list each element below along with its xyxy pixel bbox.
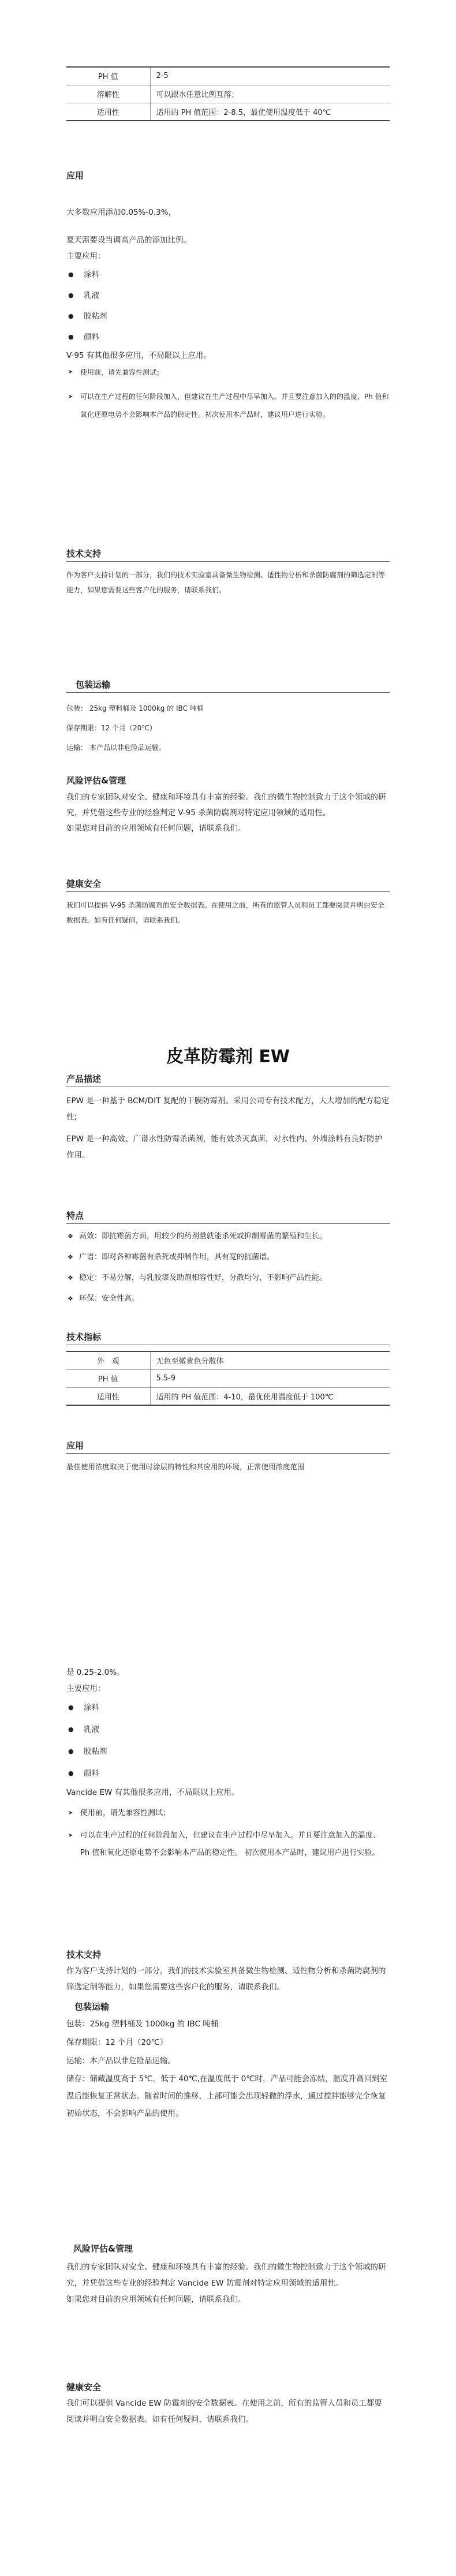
table-row: PH 值 2-5 [66, 67, 390, 85]
application-body-1: 大多数应用添加0.05%-0.3%， 夏天需要设当调高产品的添加比例。 主要应用： ● 涂料 ● 乳液 ● 胶粘剂 ● 颜料 V-95 有其他很多应用，不局限以上应用。 ➤ 使用前，请先兼容性测试； ➤ 可以在生产过程的任何阶段加入，但建议在生产过程中尽早加入。并且要注意加入的的温度、Ph 值和氧化还原电势不会影响本产品的稳定性。初次使用本产品时，建议用户进行实验。 [66, 204, 390, 424]
risk-section-2: 风险评估&管理 我们的专家团队对安全、健康和环境具有丰富的经验。我们的微生物控制致力于这个领域的研究，并凭借这些专业的经验判定 Vancide EW 防霉剂对特定应用领域的适用性。 如果您对目前的应用领域有任何问题，请联系我们。 [66, 2242, 390, 2308]
section-heading: 应用 [66, 170, 84, 181]
section-heading: 风险评估&管理 [73, 2243, 133, 2254]
health-section-2: 健康安全 我们可以提供 Vancide EW 防霉剂的安全数据表。在使用之前，所有的监管人员和员工都要阅读并明白安全数据表。如有任何疑问，请联系我们。 [66, 2381, 390, 2428]
section-heading: 包装运输 [66, 678, 390, 693]
section-heading: 应用 [66, 1439, 390, 1454]
page-title: 皮革防霉剂 EW [166, 1047, 290, 1067]
list-item: ● 胶粘剂 [66, 306, 390, 327]
table-row: 外 观 无色至微黄色分散体 [66, 1352, 390, 1369]
spec-table-2 [66, 1351, 390, 1406]
application-continued: 是 0.25-2.0%。 主要应用： ● 涂料 ● 乳液 ● 胶粘剂 ● 颜料 Vancide EW 有其他很多应用，不局限以上应用。 ➤ 使用前，请先兼容性测试； ➤ 可以在生产过程的任何阶段加入，但建议在生产过程中尽早加入。并且要注意加入的温度、Ph 值和氧化还原电势不会影响本产品的稳定性。 初次使用本产品时，建议用户进行实验。 [66, 1664, 390, 1862]
section-heading: 包装运输 [74, 2002, 110, 2012]
list-item: ➤ 可以在生产过程的任何阶段加入，但建议在生产过程中尽早加入。并且要注意加入的温度、Ph 值和氧化还原电势不会影响本产品的稳定性。 初次使用本产品时，建议用户进行实验。 [66, 1827, 390, 1862]
application-section-2: 应用 最佳使用浓度取决于使用时涂层的特性和其应用的环境，正常使用浓度范围 [66, 1439, 390, 1474]
list-item: ● 涂料 [66, 264, 390, 285]
packaging-section-2: 包装运输 包装：25kg 塑料桶及 1000kg 的 IBC 吨桶 保存期限：12 个月（20℃） 运输：本产品以非危险品运输。 储存：储藏温度高于 5℃，低于 40℃,在温度低于 0℃时，产品可能会冻结，温度升高回到室温后能恢复正常状态。随着时间的推移，上部可能会出现轻微的浮水，通过搅拌能够完全恢复初始状态，不会影响产品的使用。 [66, 2000, 390, 2122]
usage-notes [66, 364, 390, 424]
section-heading: 健康安全 [66, 2382, 102, 2392]
spec-table-1 [66, 66, 390, 121]
section-heading: 健康安全 [66, 878, 390, 892]
support-section-2: 技术支持 作为客户支持计划的一部分，我们的技术实验室具备微生物检测、适性物分析和杀菌防腐剂的筛选定制等能力，如果您需要这些客户化的服务，请联系我们。 [66, 1948, 390, 1995]
table-row: 适用性 适用的 PH 值范围：2-8.5，最优使用温度低于 40℃ [66, 103, 390, 121]
list-item: ● 乳液 [66, 285, 390, 306]
health-section-1: 健康安全 我们可以提供 V-95 杀菌防腐剂的安全数据表。在使用之前，所有的监管人员和员工都要阅读并明白安全数据表。如有任何疑问，请联系我们。 [66, 878, 390, 928]
table-row: 适用性 适用的 PH 值范围：4-10，最优使用温度低于 100℃ [66, 1387, 390, 1405]
section-heading: 技术支持 [66, 1950, 102, 1960]
support-section-1: 技术支持 作为客户支持计划的一部分，我们的技术实验室具备微生物检测、适性物分析和杀菌防腐剂的筛选定制等能力，如果您需要这些客户化的服务，请联系我们。 [66, 547, 390, 598]
description-section: 产品描述 EPW 是一种基于 BCM/DIT 复配的干膜防霉剂。采用公司专有技术配方，大大增加的配方稳定性; EPW 是一种高效、广谱水性防霉杀菌剂，能有效杀灭真菌，对水性内、外墙涂料有良好防护作用。 [66, 1074, 390, 1160]
list-item: ❖ 高效：即抗霉菌方面，用较少的药剂量就能杀死或抑制霉菌的繁殖和生长。 [66, 1230, 390, 1244]
table-row: PH 值 5.5-9 [66, 1369, 390, 1387]
section-heading: 风险评估&管理 [66, 775, 126, 786]
packaging-section-1: 包装运输 包装： 25kg 塑料桶及 1000kg 的 IBC 吨桶 保存期限：12 个月（20℃） 运输： 本产品以非危险品运输。 [66, 678, 390, 757]
list-item: ● 胶粘剂 [66, 1741, 390, 1763]
features-section [66, 1209, 390, 1313]
application-section-1 [66, 169, 390, 184]
risk-section-1: 风险评估&管理 我们的专家团队对安全、健康和环境具有丰富的经验。我们的微生物控制致力于这个领域的研究，并凭借这些专业的经验判定 V-95 杀菌防腐剂对特定应用领域的适用性。 如果您对目前的应用领域有任何问题，请联系我们。 [66, 774, 390, 837]
table-row: 溶解性 可以跟水任意比例互溶； [66, 85, 390, 103]
list-item: ➤ 可以在生产过程的任何阶段加入，但建议在生产过程中尽早加入。并且要注意加入的的温度、Ph 值和氧化还原电势不会影响本产品的稳定性。初次使用本产品时，建议用户进行实验。 [66, 388, 390, 424]
list-item: ● 乳液 [66, 1719, 390, 1741]
section-heading: 特点 [66, 1209, 390, 1224]
list-item: ● 涂料 [66, 1697, 390, 1719]
list-item: ➤ 使用前，请先兼容性测试； [66, 364, 390, 381]
list-item: ❖ 稳定：不易分解，与乳胶漆及助剂相容性好，分散均匀，不影响产品性能。 [66, 1271, 390, 1285]
list-item: ➤ 使用前，请先兼容性测试； [66, 1804, 390, 1823]
section-heading: 产品描述 [66, 1073, 390, 1087]
features-list [66, 1230, 390, 1306]
list-item: ● 颜料 [66, 327, 390, 348]
usage-notes [66, 1804, 390, 1862]
application-list [66, 1697, 390, 1784]
section-heading: 技术支持 [66, 547, 390, 562]
specs-section [66, 1331, 390, 1406]
section-heading: 技术指标 [66, 1331, 390, 1345]
list-item: ● 颜料 [66, 1763, 390, 1784]
application-list [66, 264, 390, 348]
list-item: ❖ 广谱：即对各种霉菌有杀死或抑制作用，具有宽的抗菌谱。 [66, 1250, 390, 1264]
list-item: ❖ 环保：安全性高。 [66, 1292, 390, 1306]
